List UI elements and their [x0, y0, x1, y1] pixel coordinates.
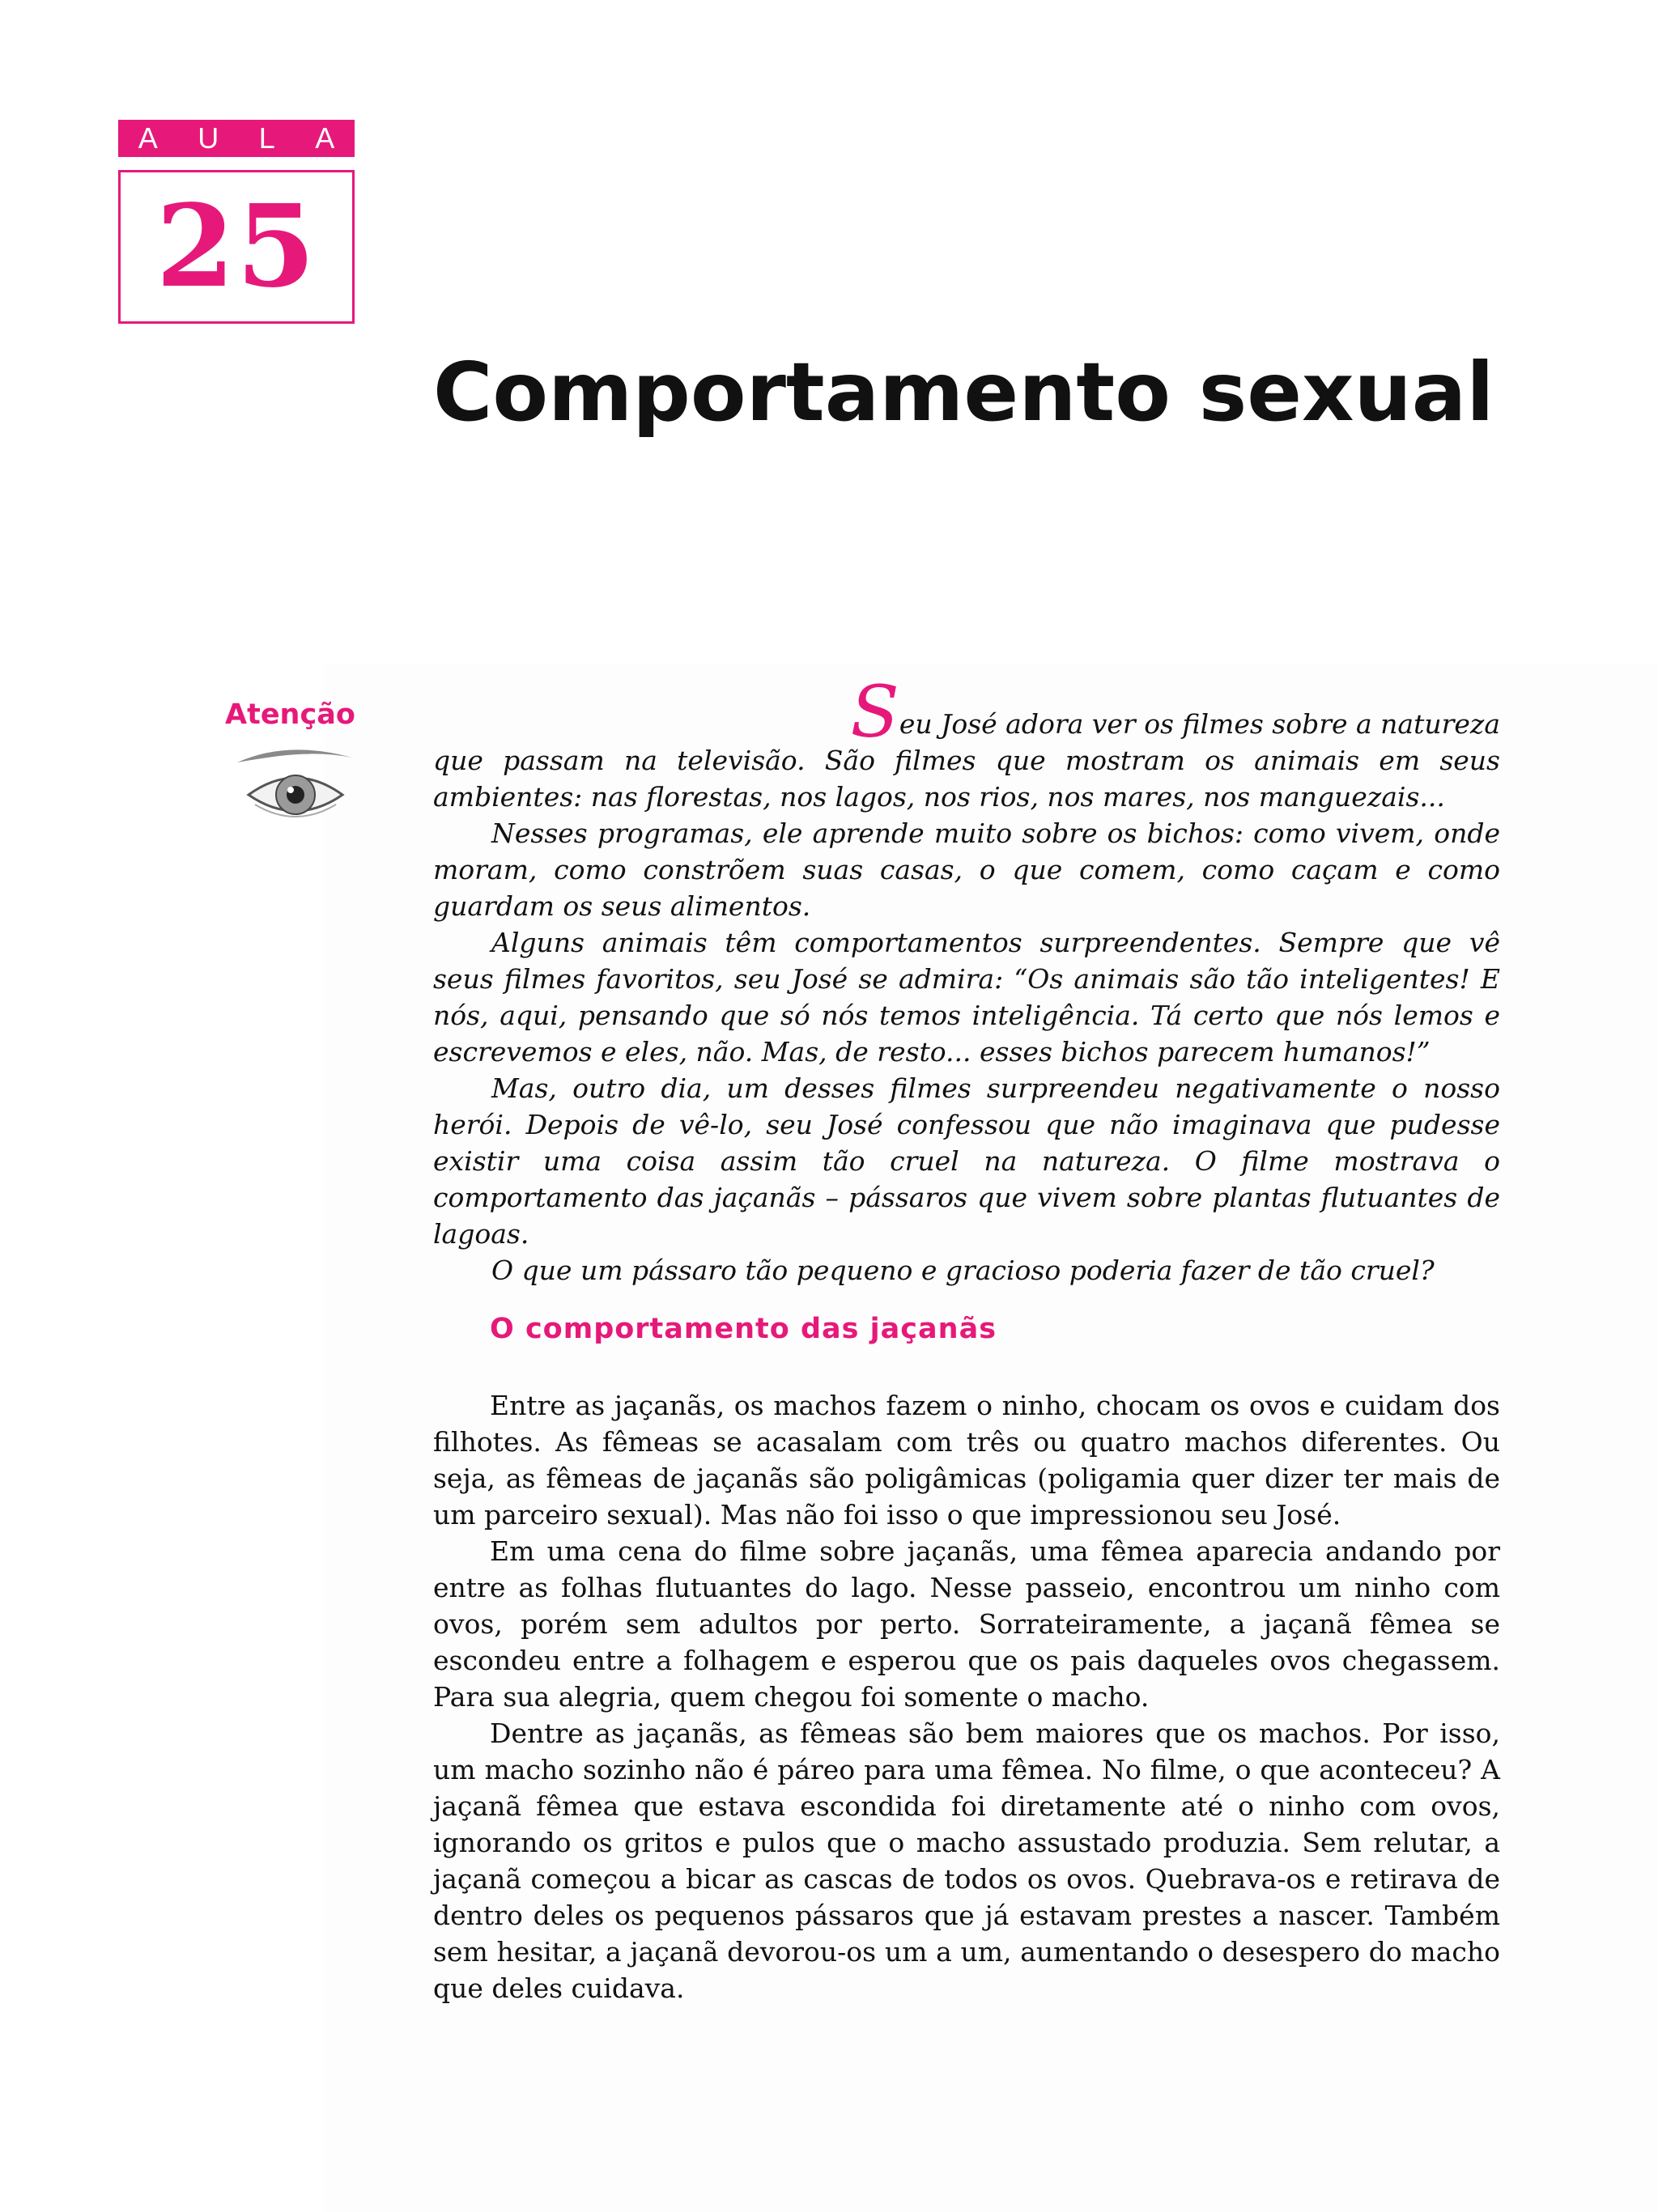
section-heading: O comportamento das jaçanãs: [490, 1313, 997, 1345]
body-paragraph: Em uma cena do filme sobre jaçanãs, uma fêmea aparecia andando por entre as folhas flutuantes do lago. Nesse passeio, encontrou um ninho com ovos, porém sem adultos por perto. Sorrateiramente, a jaçanã fêmea se escondeu entre a folhagem e esperou que os pais daqueles ovos chegassem. Para sua alegria, quem chegou foi somente o macho.: [433, 1535, 1500, 1713]
eye-icon: [231, 745, 360, 834]
lesson-number: 25: [155, 180, 317, 313]
intro-paragraph: O que um pássaro tão pequeno e gracioso poderia fazer de tão cruel?: [491, 1255, 1435, 1286]
intro-paragraph: Nesses programas, ele aprende muito sobre os bichos: como vivem, onde moram, como constrõem suas casas, o que comem, como caçam e como guardam os seus alimentos.: [433, 817, 1500, 922]
lesson-label-letter: A: [315, 121, 335, 155]
drop-cap: S: [850, 670, 899, 754]
intro-first-line: [433, 670, 1500, 754]
intro-paragraph: Alguns animais têm comportamentos surpreendentes. Sempre que vê seus filmes favoritos, seu José se admira: “Os animais são tão inteligentes! E nós, aqui, pensando que só nós temos inteligência. Tá certo que nós lemos e escrevemos e eles, não. Mas, de resto... esses bichos parecem humanos!”: [433, 927, 1500, 1068]
intro-first-line-text: eu José adora ver os filmes sobre a natureza: [899, 708, 1500, 740]
page-title: Comportamento sexual: [433, 345, 1494, 439]
body-paragraph: Entre as jaçanãs, os machos fazem o ninho, chocam os ovos e cuidam dos filhotes. As fêmeas se acasalam com três ou quatro machos diferentes. Ou seja, as fêmeas de jaçanãs são poligâmicas (poligamia quer dizer ter mais de um parceiro sexual). Mas não foi isso o que impressionou seu José.: [433, 1390, 1500, 1531]
lesson-label-strip: [118, 120, 355, 157]
body-paragraph: Dentre as jaçanãs, as fêmeas são bem maiores que os machos. Por isso, um macho sozinho não é páreo para uma fêmea. No filme, o que aconteceu? A jaçanã fêmea que estava escondida foi diretamente até o ninho com ovos, ignorando os gritos e pulos que o macho assustado produzia. Sem relutar, a jaçanã começou a bicar as cascas de todos os ovos. Quebrava-os e retirava de dentro deles os pequenos pássaros que já estavam prestes a nascer. Também sem hesitar, a jaçanã devorou-os um a um, aumentando o desespero do macho que deles cuidava.: [433, 1717, 1500, 2004]
lesson-number-box: [118, 170, 355, 324]
intro-text: [433, 670, 1500, 1289]
lesson-label-letter: A: [138, 121, 158, 155]
intro-paragraph: que passam na televisão. São filmes que mostram os animais em seus ambientes: nas florestas, nos lagos, nos rios, nos mares, nos manguezais...: [433, 745, 1500, 813]
intro-paragraph: Mas, outro dia, um desses filmes surpreendeu negativamente o nosso herói. Depois de vê-lo, seu José confessou que não imaginava que pudesse existir uma coisa assim tão cruel na natureza. O filme mostrava o comportamento das jaçanãs – pássaros que vivem sobre plantas flutuantes de lagoas.: [433, 1072, 1500, 1250]
section-body: [433, 1387, 1500, 2006]
lesson-label-letter: L: [258, 121, 275, 155]
attention-label: Atenção: [225, 698, 355, 731]
lesson-label-letter: U: [198, 121, 219, 155]
